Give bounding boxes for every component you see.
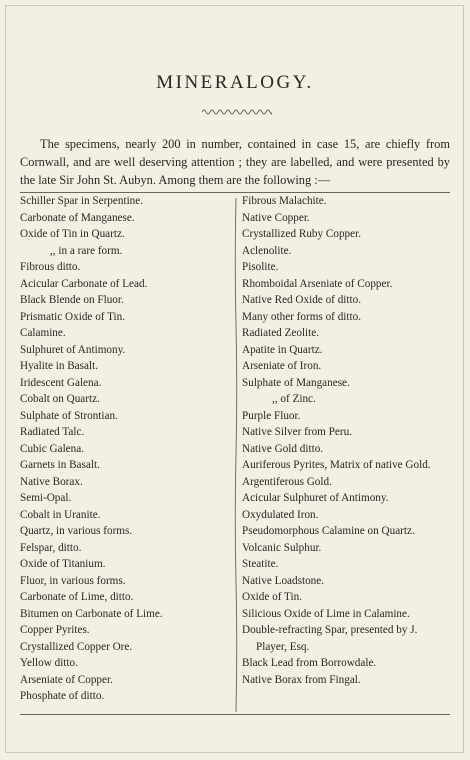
- list-item: Felspar, ditto.: [20, 541, 82, 554]
- list-item: Silicious Oxide of Lime in Calamine.: [242, 607, 410, 620]
- bottom-rule: [20, 714, 450, 715]
- list-item: Oxide of Titanium.: [20, 558, 106, 570]
- list-item: Rhomboidal Arseniate of Copper.: [242, 277, 393, 290]
- list-item: Arseniate of Copper.: [20, 673, 113, 686]
- left-mineral-list: [20, 193, 230, 705]
- list-item: ,, in a rare form.: [50, 244, 123, 257]
- list-item: Radiated Zeolite.: [242, 327, 320, 339]
- list-item: Cubic Galena.: [20, 442, 84, 455]
- list-item: Native Gold ditto.: [242, 442, 324, 455]
- list-item: Oxydulated Iron.: [242, 508, 319, 521]
- list-item: Sulphate of Manganese.: [242, 376, 350, 389]
- list-item: Radiated Talc.: [20, 426, 85, 438]
- list-item: Sulphate of Strontian.: [20, 409, 118, 422]
- list-item: Auriferous Pyrites, Matrix of native Gold.: [242, 459, 431, 471]
- list-item: Oxide of Tin.: [242, 591, 302, 603]
- list-item: Quartz, in various forms.: [20, 525, 133, 537]
- list-item: Sulphuret of Antimony.: [20, 343, 126, 356]
- column-divider: [234, 198, 238, 712]
- list-item: Carbonate of Manganese.: [20, 211, 135, 224]
- list-item: Double-refracting Spar, presented by J. Player, Esq.: [242, 624, 418, 653]
- list-item: Black Lead from Borrowdale.: [242, 657, 377, 669]
- list-item: Native Loadstone.: [242, 574, 325, 587]
- list-item: Native Silver from Peru.: [242, 426, 352, 438]
- list-item: Bitumen on Carbonate of Lime.: [20, 607, 163, 620]
- right-mineral-list: [242, 193, 450, 688]
- list-item: Fluor, in various forms.: [20, 574, 126, 587]
- list-item: Purple Fluor.: [242, 409, 301, 422]
- list-item: Cobalt in Uranite.: [20, 508, 101, 521]
- list-item: Yellow ditto.: [20, 657, 78, 669]
- list-item: Iridescent Galena.: [20, 376, 102, 389]
- list-item: Native Red Oxide of ditto.: [242, 294, 361, 306]
- list-item: Calamine.: [20, 327, 66, 339]
- list-item: Copper Pyrites.: [20, 624, 90, 636]
- list-item: Arseniate of Iron.: [242, 360, 322, 372]
- list-item: Argentiferous Gold.: [242, 475, 332, 488]
- list-item: Pseudomorphous Calamine on Quartz.: [242, 525, 415, 537]
- list-item: Pisolite.: [242, 261, 279, 273]
- list-item: Fibrous Malachite.: [242, 195, 327, 207]
- list-item: Native Borax.: [20, 475, 83, 488]
- list-item: Volcanic Sulphur.: [242, 541, 322, 554]
- list-item: Apatite in Quartz.: [242, 343, 323, 356]
- list-item: Acicular Sulphuret of Antimony.: [242, 492, 389, 504]
- list-item: Prismatic Oxide of Tin.: [20, 310, 126, 323]
- list-item: Carbonate of Lime, ditto.: [20, 591, 134, 603]
- list-item: Acicular Carbonate of Lead.: [20, 277, 148, 290]
- list-item: Schiller Spar in Serpentine.: [20, 195, 144, 207]
- list-item: Crystallized Ruby Copper.: [242, 228, 362, 240]
- list-item: Fibrous ditto.: [20, 261, 81, 273]
- list-item: Native Borax from Fingal.: [242, 673, 361, 686]
- intro-paragraph: The specimens, nearly 200 in number, contained in case 15, are chiefly from Cornwall, and are well deserving attention ; they are labelled, and were presented by the late Sir John St. Aubyn. Among them are the following :—: [20, 137, 450, 187]
- list-item: Aclenolite.: [242, 244, 292, 257]
- list-item: Cobalt on Quartz.: [20, 393, 100, 405]
- list-item: Steatite.: [242, 558, 279, 570]
- wave-ornament-icon: [202, 108, 272, 116]
- list-item: Native Copper.: [242, 211, 310, 224]
- page-title: MINERALOGY.: [156, 72, 314, 93]
- list-item: Oxide of Tin in Quartz.: [20, 228, 125, 240]
- list-item: Semi-Opal.: [20, 492, 72, 504]
- list-item: Crystallized Copper Ore.: [20, 640, 133, 653]
- list-item: Garnets in Basalt.: [20, 459, 100, 471]
- list-item: Hyalite in Basalt.: [20, 360, 98, 372]
- list-item: Black Blende on Fluor.: [20, 294, 124, 306]
- list-item: Phosphate of ditto.: [20, 690, 105, 702]
- list-item: ,, of Zinc.: [272, 393, 316, 405]
- list-item: Many other forms of ditto.: [242, 310, 362, 323]
